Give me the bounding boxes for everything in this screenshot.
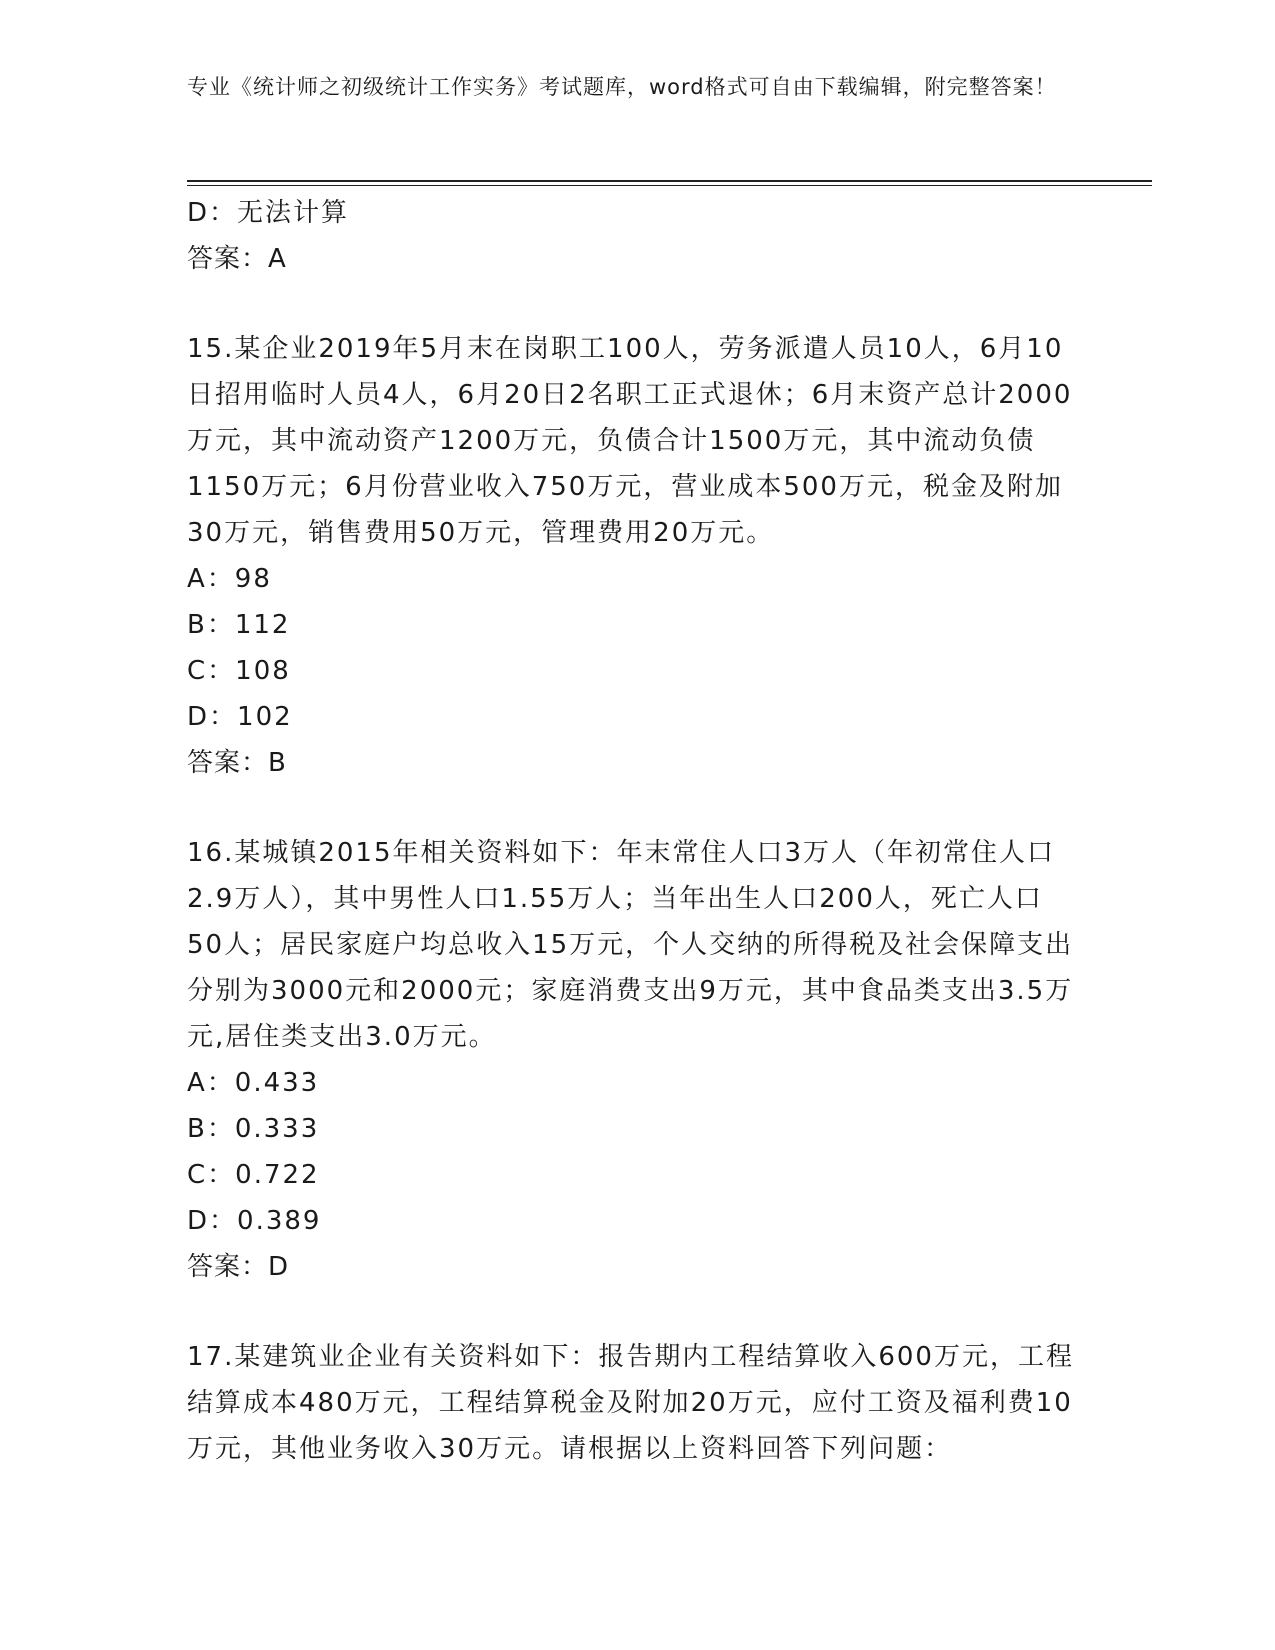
question-17: 17.某建筑业企业有关资料如下：报告期内工程结算收入600万元，工程结算成本480万元，工程结算税金及附加20万元，应付工资及福利费10万元，其他业务收入30万元。请根据以上资料回答下列问题： — [187, 1342, 1074, 1464]
answer: 答案：D — [187, 1252, 290, 1282]
question-16: 16.某城镇2015年相关资料如下：年末常住人口3万人（年初常住人口2.9万人），其中男性人口1.55万人；当年出生人口200人，死亡人口50人；居民家庭户均总收入15万元，个人交纳的所得税及社会保障支出分别为3000元和2000元；家庭消费支出9万元，其中食品类支出3.5万元,居住类支出3.0万元。 — [187, 838, 1074, 1052]
header-divider-thin — [187, 185, 1152, 186]
option-d: D：0.389 — [187, 1206, 322, 1236]
option-d: D：102 — [187, 702, 293, 732]
option-b: B：112 — [187, 610, 291, 640]
question-15: 15.某企业2019年5月末在岗职工100人，劳务派遣人员10人，6月10日招用临时人员4人，6月20日2名职工正式退休；6月末资产总计2000万元，其中流动资产1200万元，负债合计1500万元，其中流动负债1150万元；6月份营业收入750万元，营业成本500万元，税金及附加30万元，销售费用50万元，管理费用20万元。 — [187, 334, 1073, 548]
page-header: 专业《统计师之初级统计工作实务》考试题库，word格式可自由下载编辑，附完整答案！ — [187, 75, 1057, 99]
header-divider — [187, 180, 1152, 182]
option-a: A：0.433 — [187, 1068, 320, 1098]
option-a: A：98 — [187, 564, 272, 594]
option-c: C：108 — [187, 656, 291, 686]
answer: 答案：B — [187, 748, 287, 778]
exam-content — [187, 190, 1077, 1472]
option-c: C：0.722 — [187, 1160, 320, 1190]
answer: 答案：A — [187, 244, 287, 274]
option-d: D：无法计算 — [187, 198, 350, 228]
option-b: B：0.333 — [187, 1114, 320, 1144]
